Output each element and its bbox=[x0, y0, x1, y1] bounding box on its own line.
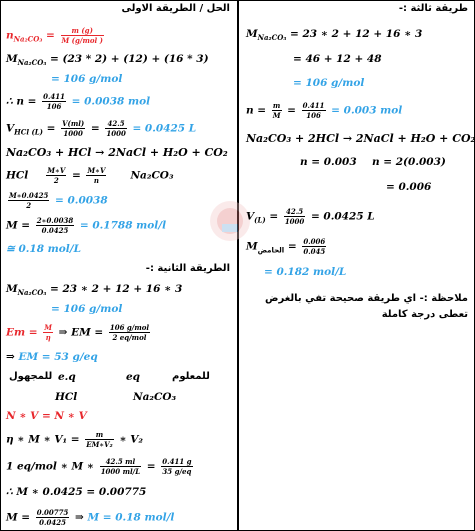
n-value-right: n = 2(0.003) bbox=[372, 156, 446, 168]
eta-formula-line: η ∗ M ∗ V₁ = $\frac{m}{\text{EM∗V₂}}$ ∗ V₂ bbox=[6, 430, 143, 449]
eq-unit-unknown: e.q bbox=[58, 371, 76, 383]
column-divider bbox=[237, 1, 239, 530]
left-header: الحل / الطريقة الاولى bbox=[121, 3, 230, 14]
hcl-label: HCl bbox=[55, 391, 78, 403]
method2-header: الطريقة الثانية :- bbox=[145, 263, 230, 274]
em-result-line: ⇒ EM = 53 g/eq bbox=[6, 351, 98, 363]
n-value-left: n = 0.003 bbox=[300, 156, 357, 168]
molarity-calc-line: M = $\frac{2∗0.0038}{0.0425}$ = 0.1788 mol/l bbox=[6, 216, 167, 235]
m-product-line: ∴ M ∗ 0.0425 = 0.00775 bbox=[6, 486, 147, 498]
unknown-label: للمجهول bbox=[9, 371, 53, 382]
molar-mass2-line: $M_{Na_2CO_3} = 23$ ∗ 2 + 12 + 16 ∗ 3 bbox=[6, 283, 183, 298]
right-reaction-equation: Na₂CO₃ + 2HCl → 2NaCl + H₂O + CO₂ bbox=[246, 132, 475, 145]
right-molarity-line: $M_{الحامض}$ = $\frac{0.006}{0.045}$ bbox=[246, 237, 326, 256]
molar-mass-result: = 106 g/mol bbox=[51, 73, 123, 85]
right-n-calc-line: n = $\frac{m}{M}$ = $\frac{0.411}{106}$ = 0.003 mol bbox=[246, 101, 403, 120]
right-header: طريقة ثالثة :- bbox=[398, 3, 468, 14]
volume-calc-line: $V_{HCl (L)}$ = $\frac{V(ml)}{1000}$ = $\frac{42.5}{1000}$ = 0.0425 L bbox=[6, 119, 197, 138]
ratio-line: HCl $\frac{M∗V}{2}$ = $\frac{M∗V}{n}$ Na₂CO₃ bbox=[6, 166, 174, 185]
known-label: للمعلوم bbox=[172, 371, 210, 382]
na2co3-label: Na₂CO₃ bbox=[133, 391, 177, 403]
reaction-equation: Na₂CO₃ + HCl → 2NaCl + H₂O + CO₂ bbox=[6, 146, 228, 159]
approx-result: ≅ 0.18 mol/L bbox=[6, 243, 82, 255]
em-formula-line: Em = $\frac{M}{\eta}$ ⇒ EM = $\frac{\text{106 g/mol}}{\text{2 eq/mol}}$ bbox=[6, 323, 150, 342]
substitution-line: 1 eq/mol ∗ M ∗ $\frac{42.5 ml}{1000 ml/L}$ = $\frac{0.411 g}{35 g/eq}$ bbox=[6, 457, 192, 476]
normality-equation: N ∗ V = N ∗ V bbox=[6, 410, 87, 422]
n-formula: $n_{Na_2CO_3}$ = $\frac{m (g)}{\text{M (g/mol )}}$ bbox=[6, 26, 103, 45]
right-result: = 106 g/mol bbox=[293, 77, 365, 89]
right-final-result: = 0.182 mol/L bbox=[264, 266, 347, 278]
ratio-calc-line: $\frac{M∗0.0425}{2}$ = 0.0038 bbox=[9, 191, 108, 210]
right-sum-line: = 46 + 12 + 48 bbox=[293, 53, 382, 65]
n-result: = 0.006 bbox=[386, 181, 432, 193]
molar-mass2-result: = 106 g/mol bbox=[51, 303, 123, 315]
right-volume-line: $V_{(L)}$ = $\frac{42.5}{1000}$ = 0.0425 L bbox=[246, 207, 375, 226]
eq-unit-known: eq bbox=[126, 371, 141, 383]
grading-note: ملاحظة :- اي طريقة صحيحة تفي بالغرض تعطى درجة كاملة bbox=[265, 293, 468, 320]
right-molar-mass-line: $M_{Na_2CO_3} = 23$ ∗ 2 + 12 + 16 ∗ 3 bbox=[246, 28, 423, 43]
final-line: M = $\frac{0.00775}{0.0425}$ ⇒ M = 0.18 mol/l bbox=[6, 508, 175, 527]
molar-mass-line: $M_{Na_2CO_3} = (23 * 2) + (12) + (16 * 3)$ bbox=[6, 53, 209, 68]
n-calc-line: ∴ n = $\frac{0.411}{106}$ = 0.0038 mol bbox=[6, 92, 151, 111]
